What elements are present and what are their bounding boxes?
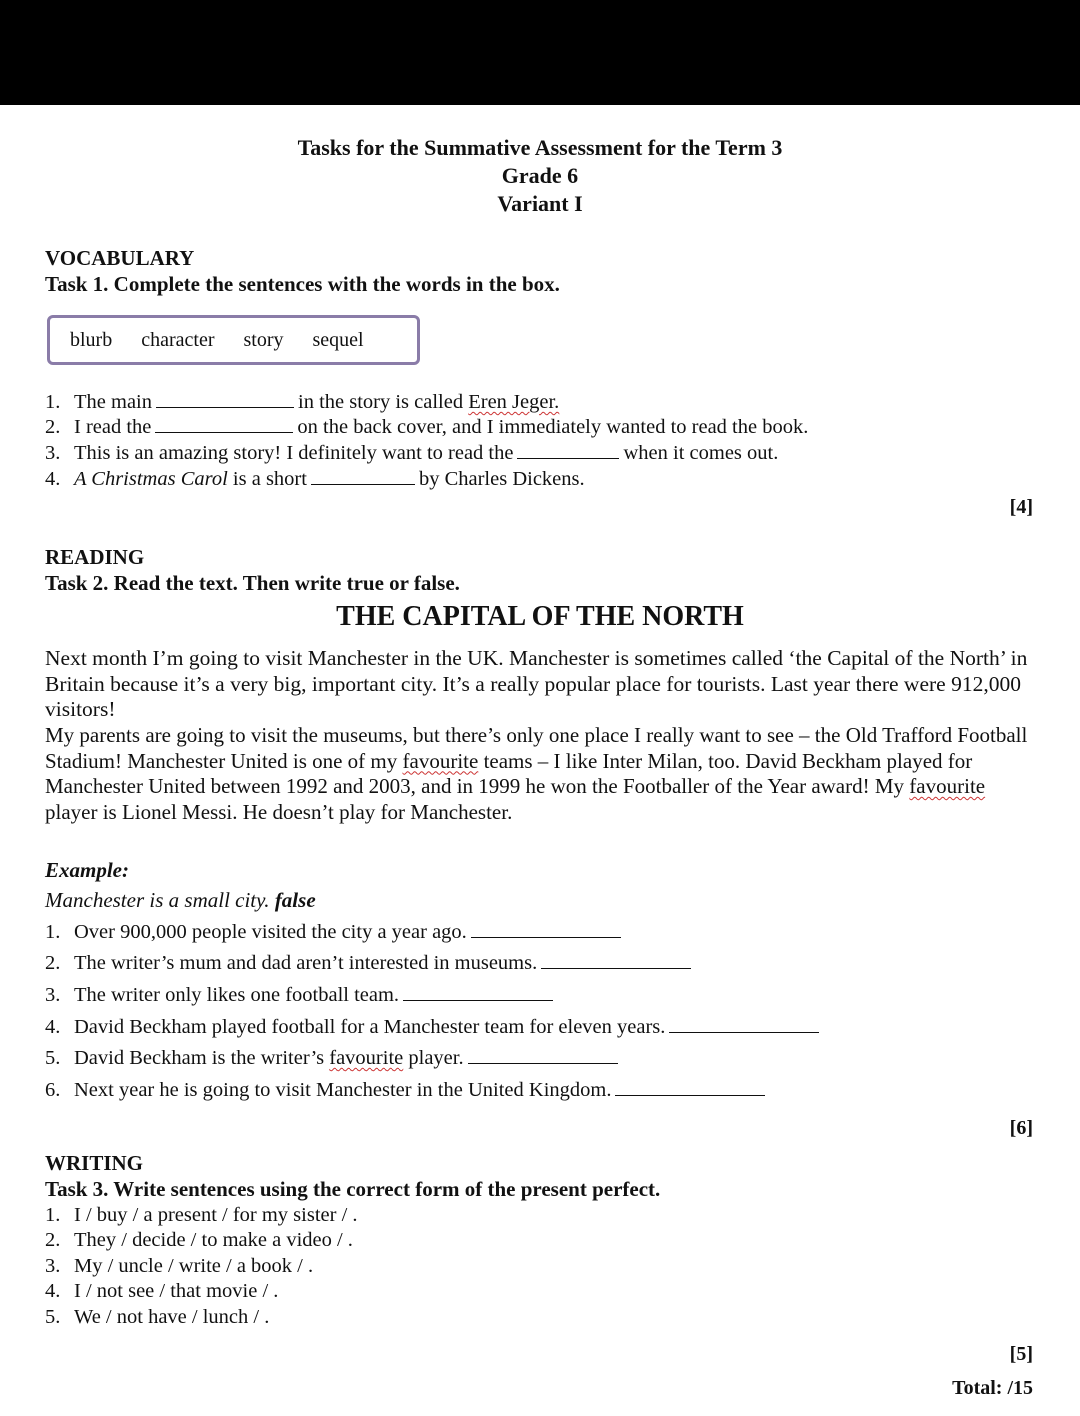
answer-blank[interactable]	[471, 936, 621, 938]
example-label: Example:	[45, 858, 129, 882]
task1-instruction: Task 1. Complete the sentences with the words in the box.	[45, 272, 560, 296]
reading-paragraph-2: My parents are going to visit the museums, but there’s only one place I really want to see – the Old Trafford Football Stadium! Manchester United is one of my favourite teams – I like Inter Milan, too. David Beckham played for Manchester United between 1992 and 2003, and in 1999 he won the Footballer of the Year award! My favourite player is Lionel Messi. He doesn’t play for Manchester.	[45, 723, 1028, 824]
reading-item-4: 4. David Beckham played football for a Manchester team for eleven years.	[45, 1016, 823, 1039]
example-line: Manchester is a small city. false	[45, 888, 316, 912]
writing-item-1: 1. I / buy / a present / for my sister / .	[45, 1204, 358, 1226]
reading-title: THE CAPITAL OF THE NORTH	[336, 601, 744, 632]
answer-blank[interactable]	[517, 457, 619, 459]
reading-item-1: 1. Over 900,000 people visited the city a year ago.	[45, 921, 625, 944]
answer-blank[interactable]	[669, 1031, 819, 1033]
doc-grade: Grade 6	[501, 163, 579, 188]
writing-item-5: 5. We / not have / lunch / .	[45, 1306, 270, 1328]
answer-blank[interactable]	[468, 1062, 618, 1064]
total-score: Total: /15	[952, 1377, 1033, 1399]
reading-item-2: 2. The writer’s mum and dad aren’t interested in museums.	[45, 952, 695, 975]
answer-blank[interactable]	[403, 999, 553, 1001]
answer-blank[interactable]	[155, 431, 293, 433]
word-story: story	[243, 328, 284, 351]
answer-blank[interactable]	[615, 1094, 765, 1096]
section-vocabulary: VOCABULARY	[45, 246, 195, 270]
vocab-item-1: 1. The main in the story is called Eren Jeger.	[45, 391, 560, 413]
writing-item-4: 4. I / not see / that movie / .	[45, 1280, 279, 1302]
reading-item-6: 6. Next year he is going to visit Manchester in the United Kingdom.	[45, 1079, 769, 1102]
answer-blank[interactable]	[156, 406, 294, 408]
vocab-item-2: 2. I read the on the back cover, and I immediately wanted to read the book.	[45, 416, 809, 438]
doc-variant: Variant I	[497, 191, 583, 216]
word-sequel: sequel	[312, 328, 364, 351]
task2-mark: [6]	[1009, 1117, 1033, 1139]
writing-item-2: 2. They / decide / to make a video / .	[45, 1229, 353, 1251]
doc-title: Tasks for the Summative Assessment for the Term 3	[297, 135, 783, 160]
top-black-bar	[0, 0, 1080, 105]
writing-item-3: 3. My / uncle / write / a book / .	[45, 1255, 314, 1277]
vocab-item-4: 4. A Christmas Carol is a short by Charles Dickens.	[45, 468, 585, 490]
section-reading: READING	[45, 545, 145, 569]
word-character: character	[141, 328, 215, 351]
vocab-item-3: 3. This is an amazing story! I definitely want to read the when it comes out.	[45, 442, 779, 464]
task3-instruction: Task 3. Write sentences using the correct form of the present perfect.	[45, 1177, 661, 1201]
word-box	[47, 315, 420, 365]
reading-item-3: 3. The writer only likes one football team.	[45, 984, 557, 1007]
task2-instruction: Task 2. Read the text. Then write true or false.	[45, 571, 460, 595]
answer-blank[interactable]	[541, 967, 691, 969]
answer-blank[interactable]	[311, 483, 415, 485]
task1-mark: [4]	[1009, 496, 1033, 518]
section-writing: WRITING	[45, 1151, 144, 1175]
word-blurb: blurb	[70, 328, 113, 351]
task3-mark: [5]	[1009, 1343, 1033, 1365]
reading-paragraph-1: Next month I’m going to visit Manchester in the UK. Manchester is sometimes called ‘the Capital of the North’ in Britain because it’s a very big, important city. It’s a really popular place for tourists. Last year there were 912,000 visitors!	[45, 646, 1028, 721]
reading-item-5: 5. David Beckham is the writer’s favourite player.	[45, 1047, 622, 1070]
